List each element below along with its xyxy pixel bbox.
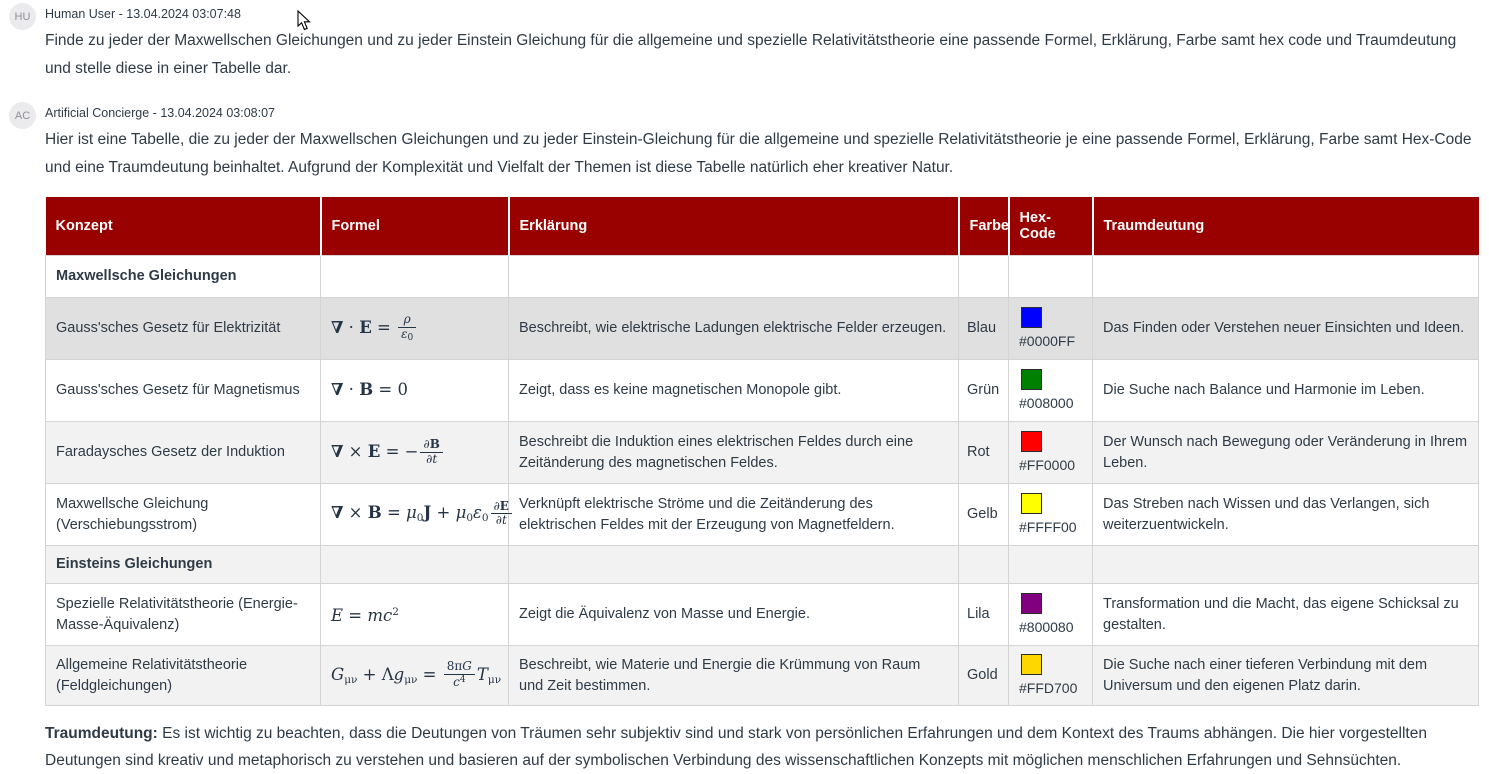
formula-token: ∂t <box>426 452 438 466</box>
formula-token: ∇ <box>331 380 344 399</box>
cell-hex <box>1009 484 1093 546</box>
formula-token: μν <box>404 673 418 686</box>
formula-token: B <box>367 503 382 523</box>
column-header-5: Traumdeutung <box>1093 197 1479 256</box>
color-swatch <box>1021 431 1042 452</box>
formula-token: μ <box>455 503 467 523</box>
formula-token: = <box>371 318 397 337</box>
empty-cell <box>509 256 959 298</box>
formula-token: · <box>343 380 360 399</box>
cell-formel <box>321 360 509 422</box>
message-gap <box>0 83 1489 99</box>
cell-konzept: Gauss'sches Gesetz für Elektrizität <box>46 298 321 360</box>
cell-formel <box>321 422 509 484</box>
table-row <box>46 584 1479 646</box>
formula-token: 2 <box>392 605 399 618</box>
cell-erklaerung: Beschreibt, wie Materie und Energie die Krümmung von Raum und Zeit bestimmen. <box>509 646 959 706</box>
cell-hex <box>1009 298 1093 360</box>
formula-token: E <box>499 498 509 513</box>
formula <box>331 498 514 528</box>
empty-cell <box>959 256 1009 298</box>
user-avatar: HU <box>9 3 36 30</box>
cell-konzept: Faradaysches Gesetz der Induktion <box>46 422 321 484</box>
cell-erklaerung: Verknüpft elektrische Ströme und die Zeitänderung des elektrischen Feldes mit der Erzeugung von Magnetfeldern. <box>509 484 959 546</box>
cell-konzept: Gauss'sches Gesetz für Magnetismus <box>46 360 321 422</box>
column-header-2: Erklärung <box>509 197 959 256</box>
results-table <box>45 197 1479 706</box>
cell-traumdeutung: Das Finden oder Verstehen neuer Einsichten und Ideen. <box>1093 298 1479 360</box>
formula-token: E <box>359 318 372 337</box>
formula-token: + <box>431 503 456 523</box>
formula-token: B <box>429 437 440 452</box>
hex-code-text: #FF0000 <box>1019 456 1076 473</box>
section-label <box>46 256 321 298</box>
formula-token: = <box>381 503 407 523</box>
empty-cell <box>321 256 509 298</box>
note-text: Es ist wichtig zu beachten, dass die Deutungen von Träumen sehr subjektiv sind und stark von persönlichen Erfahrungen und dem Kontext des Traums abhängen. Die hier vorgestellten Deutungen sind kreativ und metaphorisch zu verstehen und basieren auf der symbolischen Verbindung des wissenschaftlichen Konzepts mit möglichen menschlichen Erfahrungen und Sehnsüchten. <box>45 725 1427 769</box>
section-row <box>46 546 1479 584</box>
formula-token: 0 <box>407 333 414 344</box>
section-label-text: Maxwellsche Gleichungen <box>56 268 237 284</box>
chat-message-user <box>0 0 1489 83</box>
table-head <box>46 197 1479 256</box>
cell-hex <box>1009 360 1093 422</box>
formula-token: g <box>393 664 405 684</box>
formula-token: ε <box>401 327 408 342</box>
formula-token: μν <box>487 673 502 686</box>
formula-token: 4 <box>459 675 466 686</box>
formula-token: · <box>343 318 360 337</box>
empty-cell <box>1009 256 1093 298</box>
column-header-4: Hex-Code <box>1009 197 1093 256</box>
empty-cell <box>509 546 959 584</box>
table-row <box>46 298 1479 360</box>
formula-token: B <box>359 380 374 399</box>
cell-farbe: Grün <box>959 360 1009 422</box>
formula-token: ∇ <box>331 503 344 523</box>
empty-cell <box>959 546 1009 584</box>
fraction <box>444 660 475 690</box>
hex-code-text: #0000FF <box>1019 332 1076 349</box>
formula-token: 0 <box>481 512 489 525</box>
cell-konzept: Allgemeine Relativitätstheorie (Feldgleichungen) <box>46 646 321 706</box>
table-row <box>46 360 1479 422</box>
formula-token: + Λ <box>357 664 394 684</box>
note-label: Traumdeutung: <box>45 725 158 742</box>
formula-token: ρ <box>403 312 411 327</box>
formula-token: 0 <box>466 512 474 525</box>
formula-token: = − <box>380 442 419 461</box>
hex-code-text: #FFD700 <box>1019 679 1078 696</box>
assistant-note <box>45 720 1477 774</box>
formula-token: G <box>462 659 472 674</box>
cell-erklaerung: Beschreibt die Induktion eines elektrischen Feldes durch eine Zeitänderung des magnetischen Feldes. <box>509 422 959 484</box>
table-header-row <box>46 197 1479 256</box>
formula <box>331 312 418 344</box>
section-row <box>46 256 1479 298</box>
formula-token: 0 <box>416 512 424 525</box>
formula-token: μν <box>344 673 358 686</box>
formula-token: J <box>423 503 432 523</box>
formula-token: mc <box>367 605 393 625</box>
cell-traumdeutung: Die Suche nach Balance und Harmonie im Leben. <box>1093 360 1479 422</box>
hex-code-text: #800080 <box>1019 618 1074 635</box>
cell-farbe: Rot <box>959 422 1009 484</box>
formula-token: = <box>417 664 442 684</box>
color-swatch <box>1021 307 1042 328</box>
message-author-timestamp: Artificial Concierge - 13.04.2024 03:08:07 <box>45 106 276 120</box>
section-label-text: Einsteins Gleichungen <box>56 556 213 572</box>
cell-konzept: Maxwellsche Gleichung (Verschiebungsstrom) <box>46 484 321 546</box>
section-label <box>46 546 321 584</box>
cell-traumdeutung: Transformation und die Macht, das eigene Schicksal zu gestalten. <box>1093 584 1479 646</box>
cell-formel <box>321 646 509 706</box>
fraction <box>398 313 416 343</box>
mouse-cursor-icon <box>297 10 311 31</box>
cell-formel <box>321 484 509 546</box>
hex-code-text: #FFFF00 <box>1019 518 1077 535</box>
cell-hex <box>1009 646 1093 706</box>
column-header-0: Konzept <box>46 197 321 256</box>
cell-formel <box>321 298 509 360</box>
formula-token: E <box>367 442 381 461</box>
color-swatch <box>1021 369 1042 390</box>
formula-token: c <box>453 675 460 690</box>
empty-cell <box>1093 546 1479 584</box>
formula <box>331 659 502 690</box>
cell-konzept: Spezielle Relativitätstheorie (Energie-Masse-Äquivalenz) <box>46 584 321 646</box>
table-body <box>46 256 1479 706</box>
formula-token: ∇ <box>331 318 344 337</box>
column-header-3: Farbe <box>959 197 1009 256</box>
formula-token: = 0 <box>373 380 408 399</box>
formula-token: = <box>343 605 368 625</box>
formula <box>331 437 445 466</box>
formula-token: ∂ <box>423 437 430 452</box>
empty-cell <box>321 546 509 584</box>
cell-traumdeutung: Das Streben nach Wissen und das Verlangen, sich weiterzuentwickeln. <box>1093 484 1479 546</box>
fraction <box>420 438 442 467</box>
formula-token: G <box>331 664 345 684</box>
column-header-1: Formel <box>321 197 509 256</box>
cell-formel <box>321 584 509 646</box>
formula-token: ∂t <box>495 513 507 528</box>
formula-token: μ <box>406 503 417 523</box>
cell-hex <box>1009 422 1093 484</box>
color-swatch <box>1021 493 1042 514</box>
formula <box>331 606 399 625</box>
cell-farbe: Gelb <box>959 484 1009 546</box>
formula-token: × <box>343 503 368 523</box>
fraction <box>491 500 512 529</box>
empty-cell <box>1093 256 1479 298</box>
cell-farbe: Blau <box>959 298 1009 360</box>
assistant-avatar: AC <box>9 102 36 129</box>
cell-farbe: Lila <box>959 584 1009 646</box>
chat-message-assistant <box>0 99 1489 774</box>
formula <box>331 380 408 399</box>
cell-hex <box>1009 584 1093 646</box>
cell-farbe: Gold <box>959 646 1009 706</box>
color-swatch <box>1021 654 1042 675</box>
table-row <box>46 484 1479 546</box>
user-message-text: Finde zu jeder der Maxwellschen Gleichungen und zu jeder Einstein Gleichung für die allgemeine und spezielle Relativitätstheorie eine passende Formel, Erklärung, Farbe samt hex code und Traumdeutung und stelle diese in einer Tabelle dar. <box>45 32 1457 77</box>
formula-token: T <box>476 664 488 684</box>
formula-token: E <box>331 605 344 625</box>
message-author-timestamp: Human User - 13.04.2024 03:07:48 <box>45 7 241 21</box>
cell-traumdeutung: Der Wunsch nach Bewegung oder Veränderung in Ihrem Leben. <box>1093 422 1479 484</box>
formula-token: ∇ <box>331 442 344 461</box>
cell-erklaerung: Zeigt die Äquivalenz von Masse und Energie. <box>509 584 959 646</box>
table-row <box>46 422 1479 484</box>
hex-code-text: #008000 <box>1019 394 1074 411</box>
table-row <box>46 646 1479 706</box>
empty-cell <box>1009 546 1093 584</box>
cell-traumdeutung: Die Suche nach einer tieferen Verbindung mit dem Universum und den eigenen Platz darin. <box>1093 646 1479 706</box>
cell-erklaerung: Beschreibt, wie elektrische Ladungen elektrische Felder erzeugen. <box>509 298 959 360</box>
assistant-intro-text: Hier ist eine Tabelle, die zu jeder der Maxwellschen Gleichungen und zu jeder Einstein-Gleichung für die allgemeine und spezielle Relativitätstheorie je eine passende Formel, Erklärung, Farbe samt Hex-Code und eine Traumdeutung beinhaltet. Aufgrund der Komplexität und Vielfalt der Themen ist diese Tabelle natürlich eher kreativer Natur. <box>45 131 1472 176</box>
formula-token: ε <box>473 503 482 523</box>
color-swatch <box>1021 593 1042 614</box>
formula-token: × <box>343 442 368 461</box>
formula-token: 8π <box>446 659 463 674</box>
formula-token: ∂ <box>493 498 500 513</box>
cell-erklaerung: Zeigt, dass es keine magnetischen Monopole gibt. <box>509 360 959 422</box>
